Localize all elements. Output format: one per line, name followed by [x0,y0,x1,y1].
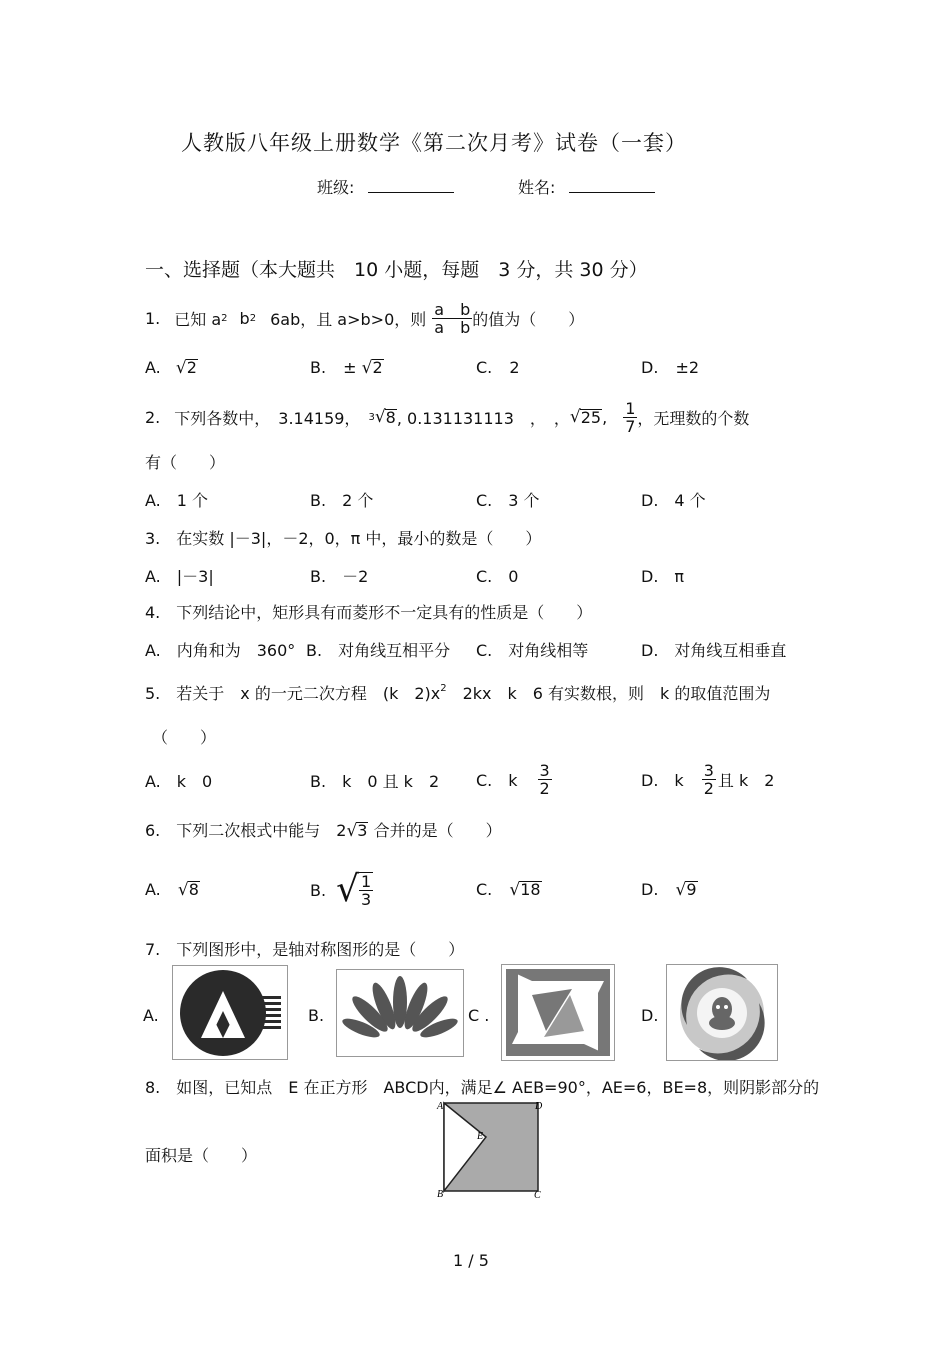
page-number: 1 / 5 [453,1251,489,1270]
q5-d-suffix: 且 k 2 [717,770,775,790]
q2-frac-den: 7 [625,416,636,436]
q4-option-b: B. 对角线互相平分 [306,641,451,660]
q1-frac-den: a b [434,317,471,337]
q7-option-c-label: C . [468,1006,490,1025]
q1-option-c [476,358,520,377]
sqrt-sign-icon: √ [675,880,687,900]
q2-option-d: D. 4 个 [641,491,706,510]
petal-logo-icon [337,970,463,1056]
label-c: C [534,1190,541,1200]
q5-text-2: 2kx k 6 有实数根，则 k 的取值范围为 [446,684,771,703]
q1-option-a [145,358,198,378]
question-2 [145,394,749,440]
q7-option-d-label: D. [641,1006,659,1025]
large-sqrt-icon: √ [336,869,360,910]
q4-option-d: D. 对角线互相垂直 [641,641,787,660]
pinwheel-logo-icon [502,965,614,1060]
class-label: 班级: [317,178,355,197]
q1-sup-1: 2 [221,312,228,324]
q1-d-label: D. [641,358,659,377]
q6-b-den: 3 [361,890,372,909]
q2-text-2: , 0.131131113 ， ， [396,408,570,428]
q1-c-value: 2 [509,358,520,377]
q7-option-c-image [501,964,615,1061]
q1-b-label: B. [310,358,327,377]
q1-b-pm: ± [343,358,357,377]
q7-option-a-image [172,965,288,1060]
q5-option-a: A. k 0 [145,772,213,791]
q5-text-continued: （ ） [152,728,217,747]
label-a: A [437,1101,444,1112]
q6-option-c [476,880,542,900]
sqrt-sign-icon: √ [361,358,373,378]
q5-c-prefix: C. k [476,770,518,790]
q5-text-1: 5. 若关于 x 的一元二次方程 (k 2)x [145,684,441,703]
q6-b-num: 1 [361,872,372,891]
q5-d-num: 3 [703,760,714,780]
q6-d-value: 9 [686,880,697,899]
square-diagram [436,1097,546,1200]
q2-option-c: C. 3 个 [476,491,540,510]
q7-option-b-image [336,969,464,1057]
q1-a-value: 2 [186,358,197,377]
section-heading: 一、选择题（本大题共 10 小题，每题 3 分，共 30 分） [145,259,648,281]
q3-option-a: A. |－3| [145,567,214,586]
q6-b-label: B. [310,880,327,900]
q1-text-4: 的值为（ ） [472,309,585,329]
name-label: 姓名: [518,178,556,197]
sqrt-sign-icon: √ [177,880,189,900]
q6-c-label: C. [476,880,493,899]
q2-cube-value: 8 [385,407,396,427]
q2-sqrt-value: 25 [580,407,602,427]
q3-option-c: C. 0 [476,567,519,586]
q1-d-value: ±2 [675,358,700,377]
sqrt-sign-icon: √ [346,821,358,841]
q8-figure [436,1097,546,1200]
q2-cube-index: 3 [368,411,375,423]
question-5 [145,681,770,704]
q6-option-d [641,880,698,900]
q5-d-fraction [702,762,716,797]
class-blank [368,178,454,193]
cube-root-icon: √ [374,407,386,427]
q2-option-a: A. 1 个 [145,491,209,510]
q6-a-value: 8 [188,880,199,899]
q3-option-b: B. －2 [310,567,369,586]
q1-a-label: A. [145,358,161,377]
q5-option-b: B. k 0 且 k 2 [310,772,440,791]
q2-text-continued: 有（ ） [145,453,226,472]
q7-option-a-label: A. [143,1006,159,1025]
q5-c-den: 2 [539,778,550,798]
q1-number: 1. [145,308,161,328]
name-field [518,175,655,198]
q1-fraction [432,301,472,336]
q7-option-b-label: B. [308,1006,325,1025]
q5-sup: 2 [440,683,447,694]
q1-option-b [310,358,384,378]
q1-text-3: 6ab，且 a>b>0，则 [270,309,427,329]
q6-option-b [310,862,373,918]
q1-text-2: b [239,308,250,328]
q6-a-label: A. [145,880,161,899]
q6-b-fraction [359,872,373,908]
q6-option-a [145,880,200,900]
q4-option-c: C. 对角线相等 [476,641,589,660]
q1-text-1: 已知 a [174,309,222,329]
q1-sup-2: 2 [249,312,257,324]
q5-d-prefix: D. k [641,770,684,790]
q2-number: 2. [145,407,161,427]
q5-option-d [641,756,774,802]
q1-c-label: C. [476,358,493,377]
question-7: 7. 下列图形中，是轴对称图形的是（ ） [145,940,465,959]
class-field [317,175,454,198]
label-e: E [477,1131,484,1142]
metro-logo-icon [173,966,287,1059]
q5-d-den: 2 [703,778,714,798]
sqrt-sign-icon: √ [569,407,581,427]
sqrt-sign-icon: √ [509,880,521,900]
page-title: 人教版八年级上册数学《第二次月考》试卷（一套） [181,131,687,155]
label-d: D [535,1101,543,1112]
q8-text-continued: 面积是（ ） [145,1146,258,1165]
q3-option-d: D. π [641,567,685,586]
sqrt-sign-icon: √ [175,358,187,378]
q2-option-b: B. 2 个 [310,491,374,510]
q6-text-2: 合并的是（ ） [373,821,502,840]
q2-text-4: ，无理数的个数 [637,408,750,428]
question-6 [145,818,502,841]
q1-b-value: 2 [372,358,383,377]
q1-frac-num: a b [434,299,471,319]
name-blank [569,178,655,193]
q5-option-c [476,756,552,802]
question-3: 3. 在实数 |－3|，－2，0，π 中，最小的数是（ ） [145,529,542,548]
q2-text-1: 下列各数中， 3.14159， [174,408,361,428]
question-4: 4. 下列结论中，矩形具有而菱形不一定具有的性质是（ ） [145,603,593,622]
q6-c-value: 18 [520,880,541,899]
label-b: B [437,1189,444,1200]
q5-c-num: 3 [539,760,550,780]
q6-text-1: 6. 下列二次根式中能与 2 [145,821,347,840]
q5-c-fraction [538,762,552,797]
q2-text-3: , [602,407,608,427]
q6-d-label: D. [641,880,659,899]
q2-frac-num: 1 [625,398,636,418]
q1-option-d [641,358,699,377]
penguin-logo-icon [667,965,777,1060]
question-8: 8. 如图，已知点 E 在正方形 ABCD内，满足∠ AEB=90°，AE=6，BE=8，则阴影部分的 [145,1078,820,1097]
q2-fraction [623,400,637,435]
question-1 [145,295,584,341]
q7-option-d-image [666,964,778,1061]
q4-option-a: A. 内角和为 360° [145,641,296,660]
q6-sqrt-value: 3 [357,821,368,840]
